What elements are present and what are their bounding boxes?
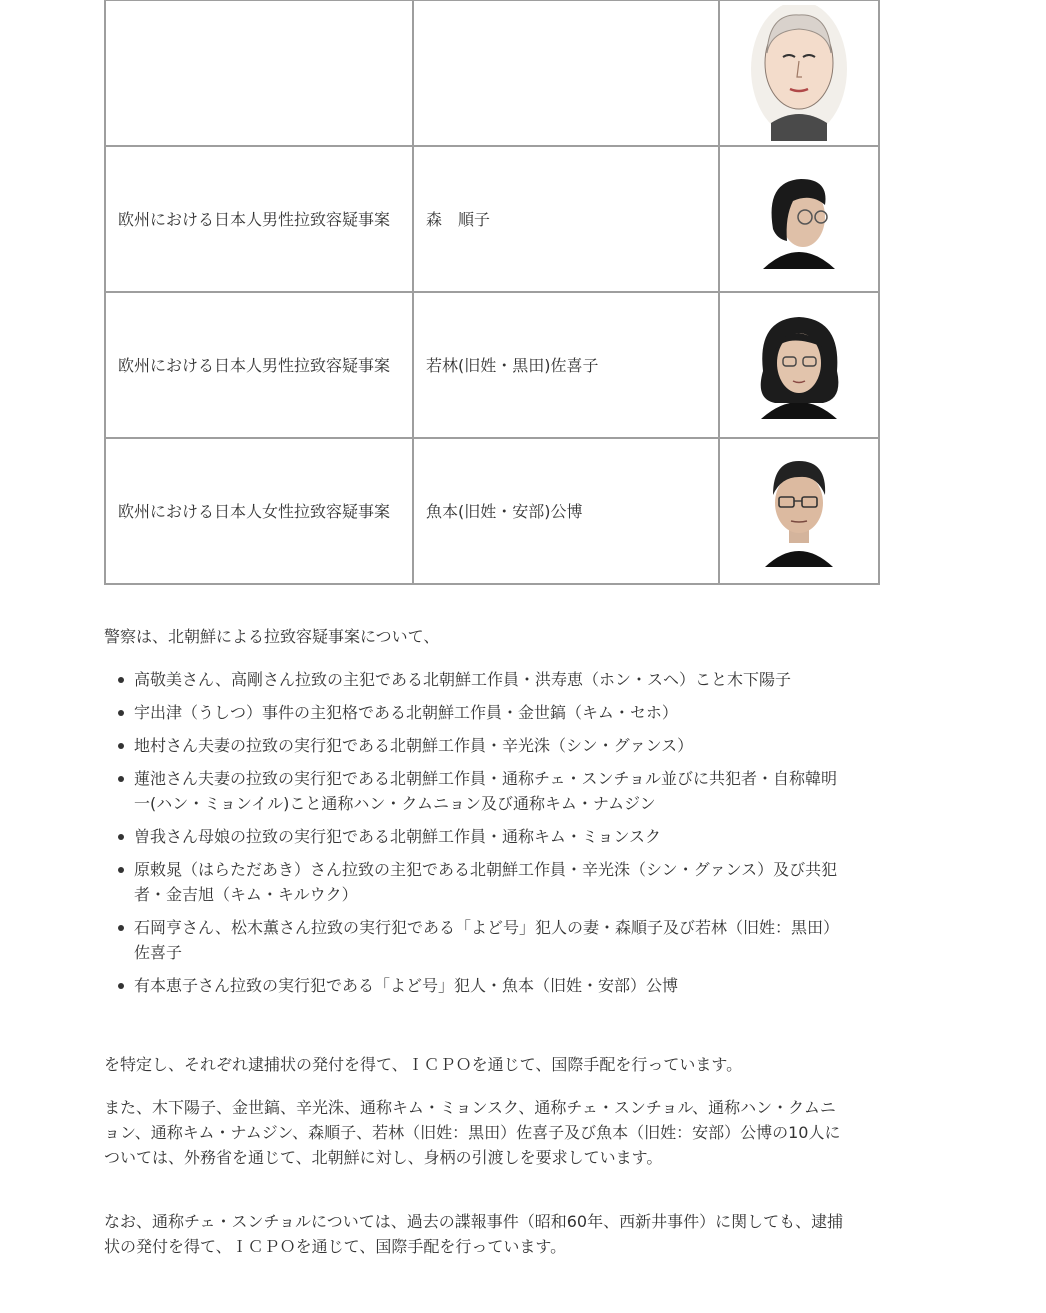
- list-item: 蓮池さん夫妻の拉致の実行犯である北朝鮮工作員・通称チェ・スンチョル並びに共犯者・自称韓明一(ハン・ミョンイル)こと通称ハン・クムニョン及び通称キム・ナムジン: [104, 766, 844, 816]
- list-item: 石岡亨さん、松木薫さん拉致の実行犯である「よど号」犯人の妻・森順子及び若林（旧姓：黒田）佐喜子: [104, 915, 844, 965]
- list-item: 高敬美さん、高剛さん拉致の主犯である北朝鮮工作員・洪寿恵（ホン・スヘ）こと木下陽子: [104, 667, 844, 692]
- list-item: 宇出津（うしつ）事件の主犯格である北朝鮮工作員・金世鎬（キム・セホ）: [104, 700, 844, 725]
- case-cell: [105, 0, 413, 146]
- portrait-sketch-icon: [749, 5, 849, 141]
- table-row: [105, 0, 879, 146]
- table-row: [105, 292, 879, 438]
- paragraph-note: なお、通称チェ・スンチョルについては、過去の諜報事件（昭和60年、西新井事件）に関しても、逮捕状の発付を得て、ＩＣＰＯを通じて、国際手配を行っています。: [104, 1212, 844, 1256]
- name-cell: 若林(旧姓・黒田)佐喜子: [413, 292, 719, 438]
- list-item: 曽我さん母娘の拉致の実行犯である北朝鮮工作員・通称キム・ミョンスク: [104, 824, 844, 849]
- paragraph-icpo: を特定し、それぞれ逮捕状の発付を得て、ＩＣＰＯを通じて、国際手配を行っています。: [104, 1055, 743, 1074]
- list-item: 原敕晁（はらただあき）さん拉致の主犯である北朝鮮工作員・辛光洙（シン・グァンス）及び共犯者・金吉旭（キム・キルウク）: [104, 857, 844, 907]
- name-cell: 魚本(旧姓・安部)公博: [413, 438, 719, 584]
- portrait-woman-curly-hair-icon: [753, 311, 845, 419]
- suspect-list: [104, 667, 844, 1006]
- case-cell: 欧州における日本人男性拉致容疑事案: [105, 146, 413, 292]
- case-cell: 欧州における日本人男性拉致容疑事案: [105, 292, 413, 438]
- suspect-table: [104, 0, 880, 585]
- photo-cell: [719, 0, 879, 146]
- table-row: [105, 438, 879, 584]
- paragraph-extradition: また、木下陽子、金世鎬、辛光洙、通称キム・ミョンスク、通称チェ・スンチョル、通称ハン・クムニョン、通称キム・ナムジン、森順子、若林（旧姓：黒田）佐喜子及び魚本（旧姓：安部）公博の10人については、外務省を通じて、北朝鮮に対し、身柄の引渡しを要求しています。: [104, 1098, 841, 1167]
- list-item: 地村さん夫妻の拉致の実行犯である北朝鮮工作員・辛光洙（シン・グァンス）: [104, 733, 844, 758]
- name-cell: 森 順子: [413, 146, 719, 292]
- portrait-woman-glasses-icon: [759, 169, 839, 269]
- name-cell: [413, 0, 719, 146]
- intro-text: 警察は、北朝鮮による拉致容疑事案について、: [104, 627, 440, 646]
- list-item: 有本恵子さん拉致の実行犯である「よど号」犯人・魚本（旧姓・安部）公博: [104, 973, 844, 998]
- photo-cell: [719, 292, 879, 438]
- photo-cell: [719, 438, 879, 584]
- portrait-man-glasses-icon: [761, 455, 837, 567]
- photo-cell: [719, 146, 879, 292]
- table-row: [105, 146, 879, 292]
- case-cell: 欧州における日本人女性拉致容疑事案: [105, 438, 413, 584]
